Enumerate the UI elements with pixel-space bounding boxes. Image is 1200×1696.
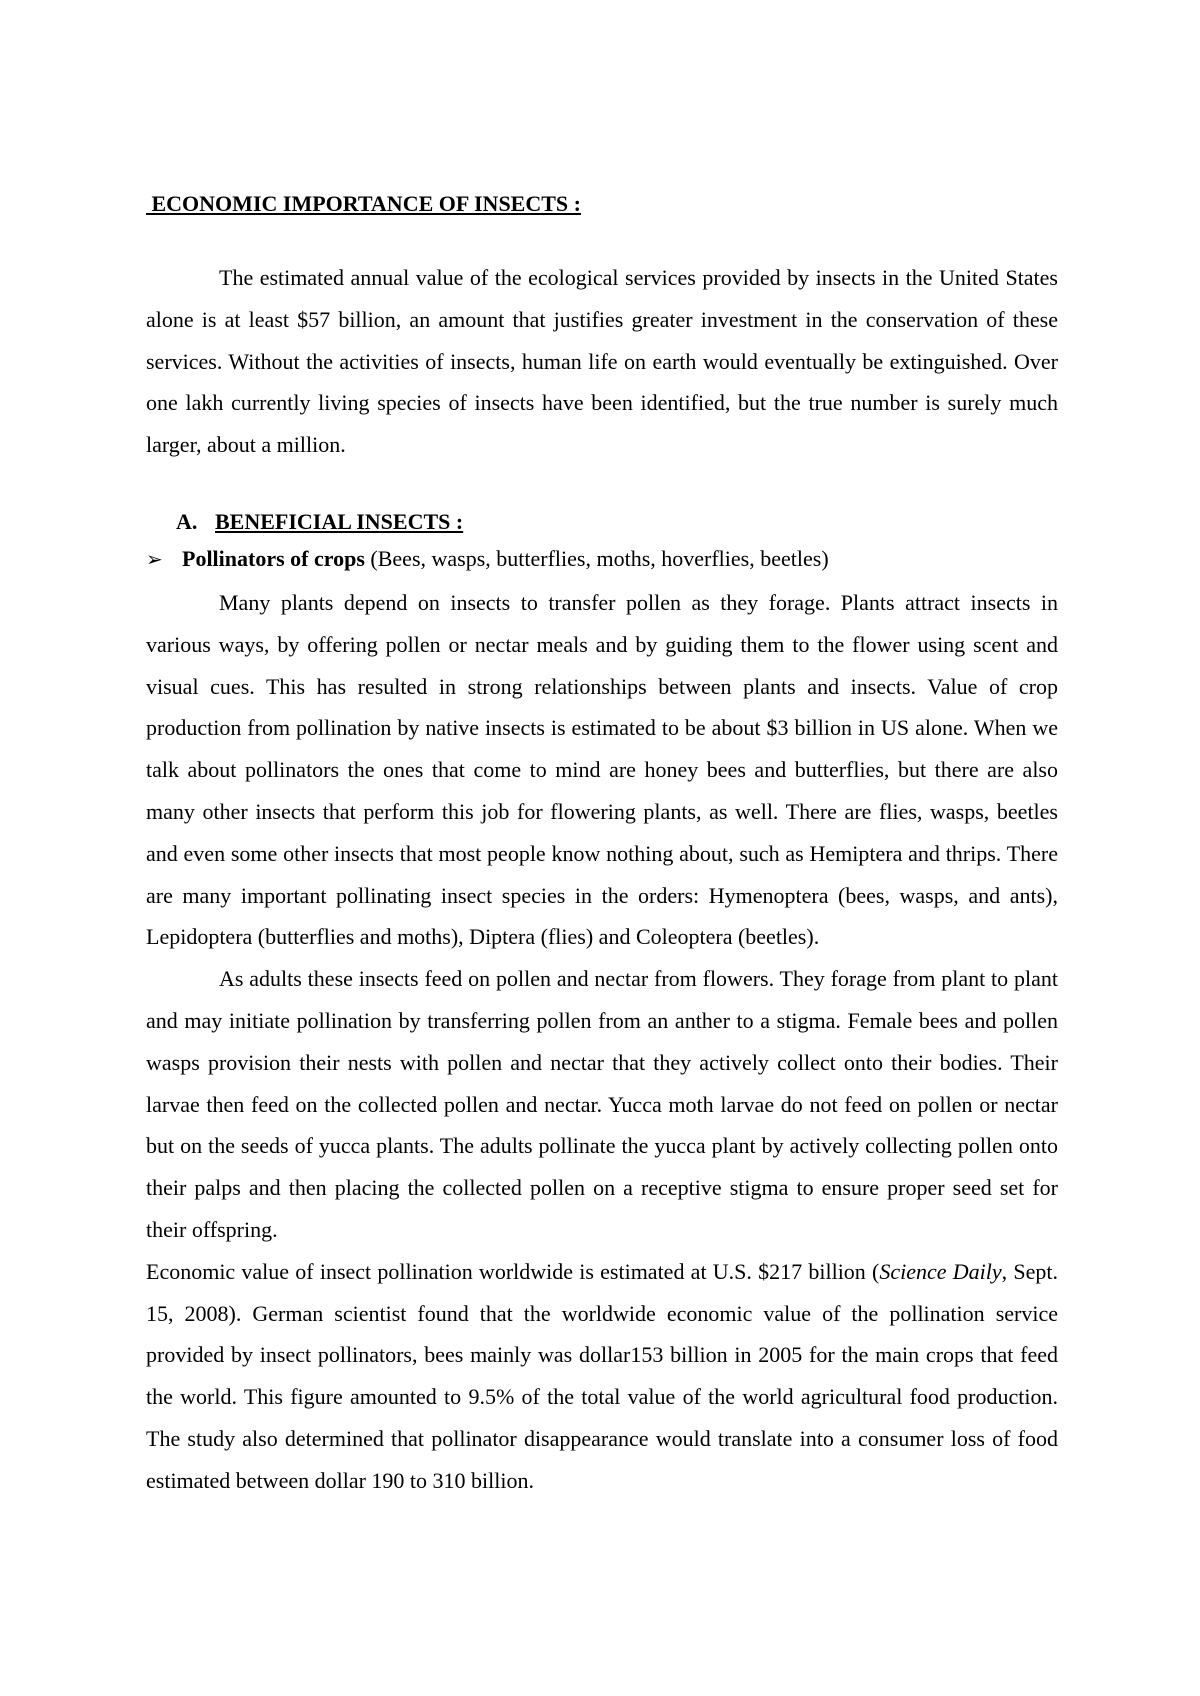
bullet-plain-text: (Bees, wasps, butterflies, moths, hoverflies, beetles) xyxy=(364,545,829,571)
bullet-bold-text: Pollinators of crops xyxy=(182,545,365,571)
section-a-heading xyxy=(146,504,1058,540)
arrow-bullet-icon: ➢ xyxy=(146,546,163,571)
document-title: ECONOMIC IMPORTANCE OF INSECTS : xyxy=(146,191,581,216)
pollination-paragraph-2: As adults these insects feed on pollen and nectar from flowers. They forage from plant to plant and may initiate pollination by transferring pollen from an anther to a stigma. Female bees and pollen wasps provision their nests with pollen and nectar that they actively collect onto their bodies. Their larvae then feed on the collected pollen and nectar. Yucca moth larvae do not feed on pollen or nectar but on the seeds of yucca plants. The adults pollinate the yucca plant by actively collecting pollen onto their palps and then placing the collected pollen on a receptive stigma to ensure proper seed set for their offspring. xyxy=(146,966,1058,1242)
citation-source: Science Daily xyxy=(879,1258,1002,1284)
paragraph-3-part-2: , Sept. 15, 2008). German scientist found that the worldwide economic value of the pollination service provided by insect pollinators, bees mainly was dollar153 billion in 2005 for the main crops that feed the world. This figure amounted to 9.5% of the total value of the world agricultural food production. The study also determined that pollinator disappearance would translate into a consumer loss of food estimated between dollar 190 to 310 billion. xyxy=(146,1258,1058,1493)
section-a-letter: A. xyxy=(176,508,198,534)
document-page xyxy=(146,180,1058,1502)
paragraph-3-part-1: Economic value of insect pollination worldwide is estimated at U.S. $217 billion ( xyxy=(146,1258,880,1284)
intro-paragraph: The estimated annual value of the ecological services provided by insects in the United States alone is at least $57 billion, an amount that justifies greater investment in the conservation of these services. Without the activities of insects, human life on earth would eventually be extinguished. Over one lakh currently living species of insects have been identified, but the true number is surely much larger, about a million. xyxy=(146,265,1058,458)
section-a-label: BENEFICIAL INSECTS : xyxy=(215,508,464,534)
pollination-paragraph-1: Many plants depend on insects to transfer pollen as they forage. Plants attract insects in various ways, by offering pollen or nectar meals and by guiding them to the flower using scent and visual cues. This has resulted in strong relationships between plants and insects. Value of crop production from pollination by native insects is estimated to be about $3 billion in US alone. When we talk about pollinators the ones that come to mind are honey bees and butterflies, but there are also many other insects that perform this job for flowering plants, as well. There are flies, wasps, beetles and even some other insects that most people know nothing about, such as Hemiptera and thrips. There are many important pollinating insect species in the orders: Hymenoptera (bees, wasps, and ants), Lepidoptera (butterflies and moths), Diptera (flies) and Coleoptera (beetles). xyxy=(146,589,1058,950)
pollinators-bullet xyxy=(146,540,1058,578)
pollination-paragraph-3 xyxy=(146,1251,1058,1502)
